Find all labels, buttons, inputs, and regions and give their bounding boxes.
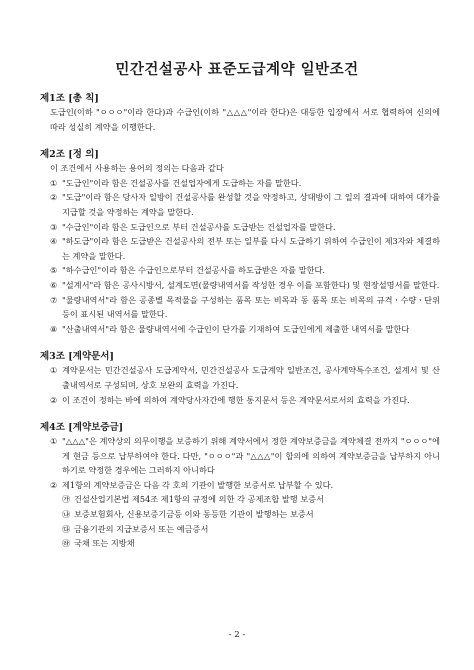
article-1-text: 도급인(이하 "ㅇㅇㅇ"이라 한다)과 수급인(이하 "△△△"이라 한다)은 대등한 입장에서 서로 협력하여 신의에 따라 성실히 계약을 이행한다.	[50, 107, 440, 132]
item-marker: ⑥	[50, 279, 58, 290]
document-title: 민간건설공사 표준도급계약 일반조건	[115, 61, 359, 78]
article-3-item	[40, 363, 440, 392]
subitem-text: 금융기관의 지급보증서 또는 예금증서	[74, 523, 209, 534]
page-number: - 2 -	[228, 630, 246, 640]
item-marker: ④	[50, 236, 58, 247]
item-text: "물량내역서"라 함은 공종별 목적물을 구성하는 품목 또는 비목과 동 품목 또는 비목의 규격ㆍ수량ㆍ단위 등이 표시된 내역서를 말한다.	[62, 294, 440, 320]
article-4-subitem	[40, 492, 440, 507]
item-text: "하수급인"이라 함은 수급인으로부터 건설공사를 하도급받은 자를 말한다.	[62, 265, 326, 276]
item-text: "도급"이라 함은 당사자 일방이 건설공사를 완성할 것을 약정하고, 상대방이 그 일의 결과에 대하여 대가를 지급할 것을 약정하는 계약을 말한다.	[62, 192, 440, 217]
item-marker: ②	[50, 394, 58, 405]
item-text: "도급인"이라 함은 건설공사를 건설업자에게 도급하는 자를 말한다.	[62, 177, 302, 188]
article-2-heading: 제2조 [정 의]	[40, 149, 99, 161]
item-marker: ⑤	[50, 265, 58, 276]
article-2-item	[40, 278, 440, 293]
item-text: "산출내역서"라 함은 물량내역서에 수급인이 단가를 기재하여 도급인에게 제출한 내역서를 말한다	[62, 323, 410, 334]
item-text: 제1항의 계약보증금은 다음 각 호의 기관이 발행한 보증서로 납부할 수 있다.	[62, 479, 334, 490]
subitem-marker: ㉱	[62, 538, 71, 549]
article-2-item	[40, 293, 440, 322]
article-2-item	[40, 190, 440, 219]
article-2-item	[40, 263, 440, 278]
article-1-heading: 제1조 [총 칙]	[40, 93, 99, 104]
item-text: "하도급"이라 함은 도급받은 건설공사의 전부 또는 일부를 다시 도급하기 위하여 수급인이 제3자와 체결하는 계약을 말한다.	[62, 236, 440, 261]
article-4-subitem	[40, 507, 440, 522]
article-3-item	[40, 393, 440, 408]
item-marker: ③	[50, 221, 58, 232]
item-text: 이 조건이 정하는 바에 의하여 계약당사자간에 행한 통지문서 등은 계약문서로서의 효력을 가진다.	[62, 394, 410, 405]
article-2-item	[40, 176, 440, 191]
subitem-marker: ㉯	[62, 509, 71, 520]
subitem-text: 건설산업기본법 제54조 제1항의 규정에 의한 각 공제조합 발행 보증서	[74, 494, 324, 505]
item-text: "△△△"은 계약상의 의무이행을 보증하기 위해 계약서에서 정한 계약보증금을 계약체결 전까지 "ㅇㅇㅇ"에게 현금 등으로 납부하여야 한다. 다만, "ㅇㅇㅇ"과 "△△△"이 합의에 의하여 계약보증금을 납부하지 아니하기로 약정한 경우에는 그러하지 아니하다	[62, 436, 440, 476]
article-4-heading: 제4조 [계약보증금]	[40, 422, 124, 434]
article-2-intro: 이 조건에서 사용하는 용어의 정의는 다음과 같다	[50, 163, 224, 174]
item-marker: ①	[50, 177, 58, 188]
item-marker: ⑦	[50, 294, 58, 305]
document-body	[40, 92, 440, 551]
article-3-heading: 제3조 [계약문서]	[40, 351, 114, 363]
article-4-subitem	[40, 536, 440, 551]
article-2-item	[40, 220, 440, 235]
item-marker: ②	[50, 192, 58, 203]
item-text: "설계서"라 함은 공사시방서, 설계도면(물량내역서를 작성한 경우 이를 포함한다) 및 현장설명서를 말한다.	[62, 279, 440, 290]
article-4-item	[40, 478, 440, 493]
item-text: 계약문서는 민간건설공사 도급계약서, 민간건설공사 도급계약 일반조건, 공사계약특수조건, 설계서 및 산출내역서로 구성되며, 상호 보완의 효력을 가진다.	[62, 365, 440, 390]
article-2-item	[40, 234, 440, 263]
article-4-subitem	[40, 522, 440, 537]
subitem-text: 국채 또는 지방채	[74, 538, 135, 549]
item-marker: ②	[50, 479, 58, 490]
item-text: "수급인"이라 함은 도급인으로 부터 건설공사를 도급받는 건설업자를 말한다.	[62, 221, 336, 232]
article-4-item	[40, 434, 440, 478]
item-marker: ⑧	[50, 323, 58, 334]
article-2-item	[40, 322, 440, 337]
subitem-text: 보증보험회사, 신용보증기금등 이와 동등한 기관이 발행하는 보증서	[74, 509, 314, 520]
item-marker: ①	[50, 365, 58, 376]
subitem-marker: ㉮	[62, 494, 71, 505]
subitem-marker: ㉰	[62, 523, 71, 534]
item-marker: ①	[50, 436, 58, 447]
